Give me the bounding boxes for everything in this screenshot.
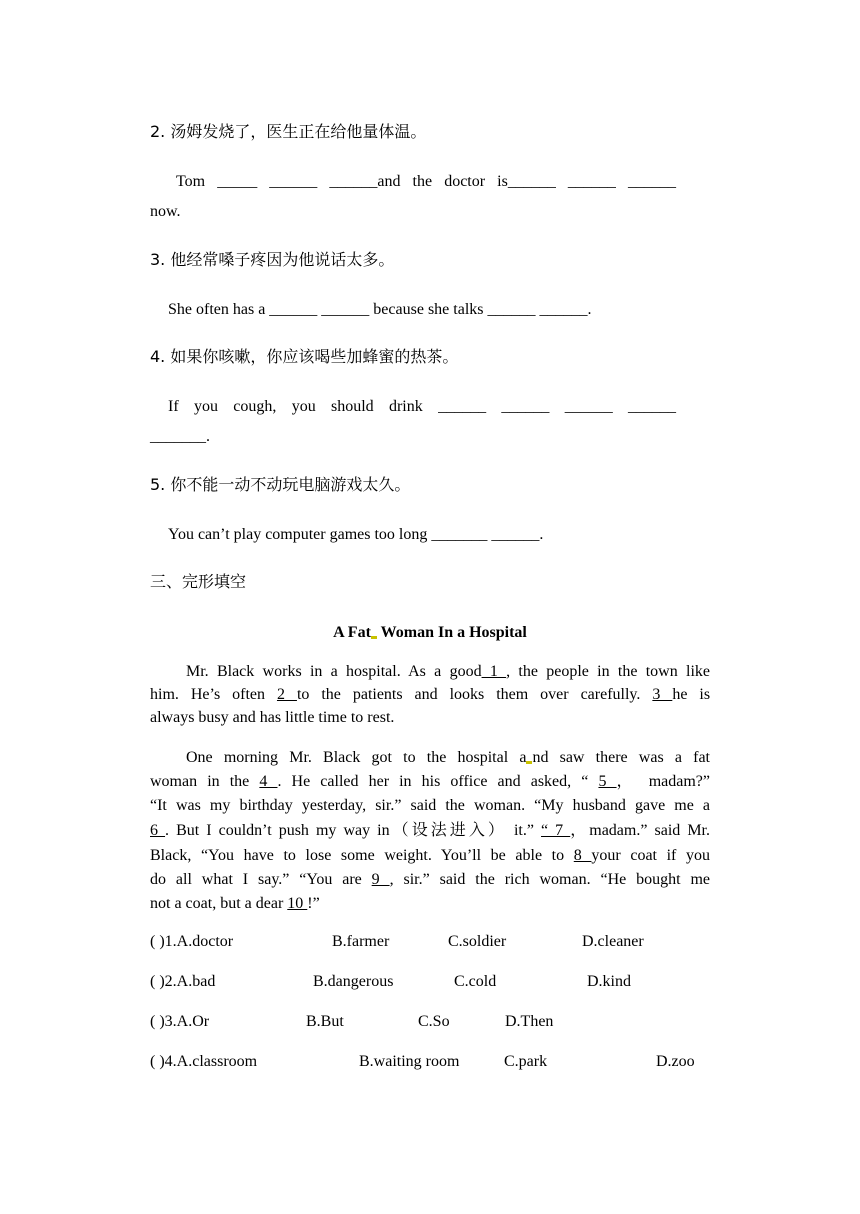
passage-line-7: 6 . But I couldn’t push my way in（设法进入） it.” “ 7 ，madam.” said Mr. (150, 822, 710, 839)
blank-7: “ 7 (541, 822, 571, 839)
exercise-3-chinese: 3. 他经常嗓子疼因为他说话太多。 (150, 250, 395, 269)
exercise-4-chinese: 4. 如果你咳嗽，你应该喝些加蜂蜜的热茶。 (150, 347, 459, 366)
blank-6: 6 (150, 822, 166, 839)
section-heading: 三、完形填空 (150, 572, 247, 591)
passage-line-4: One morning Mr. Black got to the hospital a nd saw there was a fat (186, 749, 711, 766)
exercise-3-english: She often has a ______ ______ because she talks ______ ______. (168, 301, 592, 318)
question-1-option-a: ( )1.A.doctor (150, 933, 234, 950)
question-2-option-d: D.kind (587, 973, 631, 990)
blank-3: 3 (652, 686, 673, 703)
question-3-option-b: B.But (306, 1013, 344, 1030)
question-1-option-d: D.cleaner (582, 933, 644, 950)
blank-8: 8 (573, 847, 592, 864)
exercise-2-english-cont: now. (150, 203, 181, 220)
passage-line-2: him. He’s often 2 to the patients and looks them over carefully. 3 he is (150, 686, 711, 703)
blank-9: 9 (371, 871, 390, 888)
blank-2: 2 (276, 686, 297, 703)
question-2-option-a: ( )2.A.bad (150, 973, 216, 990)
exercise-5-english: You can’t play computer games too long _______ ______. (168, 526, 544, 543)
question-3-option-c: C.So (418, 1013, 450, 1030)
exercise-2-chinese: 2. 汤姆发烧了，医生正在给他量体温。 (150, 122, 427, 141)
question-2-option-c: C.cold (454, 973, 497, 990)
passage-line-1: Mr. Black works in a hospital. As a good 1 , the people in the town like (186, 663, 710, 680)
question-1-option-c: C.soldier (448, 933, 507, 950)
exercise-5-chinese: 5. 你不能一动不动玩电脑游戏太久。 (150, 475, 411, 494)
question-1-option-b: B.farmer (332, 933, 390, 950)
passage-line-6: “It was my birthday yesterday, sir.” said the woman. “My husband gave me a (150, 797, 710, 814)
passage-line-3: always busy and has little time to rest. (150, 709, 395, 726)
exercise-2-english: Tom _____ ______ ______and the doctor is______ ______ ______ (176, 173, 676, 190)
passage-line-8: Black, “You have to lose some weight. You’ll be able to 8 your coat if you (150, 847, 711, 864)
question-3-option-d: D.Then (505, 1013, 554, 1030)
blank-4: 4 (259, 773, 278, 790)
passage-title: A Fat Woman In a Hospital (333, 624, 527, 641)
question-2-option-b: B.dangerous (313, 973, 394, 990)
passage-line-9: do all what I say.” “You are 9 , sir.” said the rich woman. “He bought me (150, 871, 711, 888)
passage-line-5: woman in the 4 . He called her in his office and asked, “ 5 ， madam?” (150, 773, 711, 790)
exercise-4-english-cont: _______. (150, 428, 210, 445)
question-4-option-a: ( )4.A.classroom (150, 1053, 258, 1070)
question-4-option-d: D.zoo (656, 1053, 695, 1070)
blank-5: 5 (598, 773, 617, 790)
question-3-option-a: ( )3.A.Or (150, 1013, 210, 1030)
question-4-option-b: B.waiting room (359, 1053, 460, 1070)
question-4-option-c: C.park (504, 1053, 548, 1070)
passage-line-10: not a coat, but a dear 10 !” (150, 895, 320, 912)
exercise-4-english: If you cough, you should drink ______ ______ ______ ______ (168, 398, 676, 415)
blank-1: 1 (481, 663, 507, 680)
blank-10: 10 (287, 895, 308, 912)
